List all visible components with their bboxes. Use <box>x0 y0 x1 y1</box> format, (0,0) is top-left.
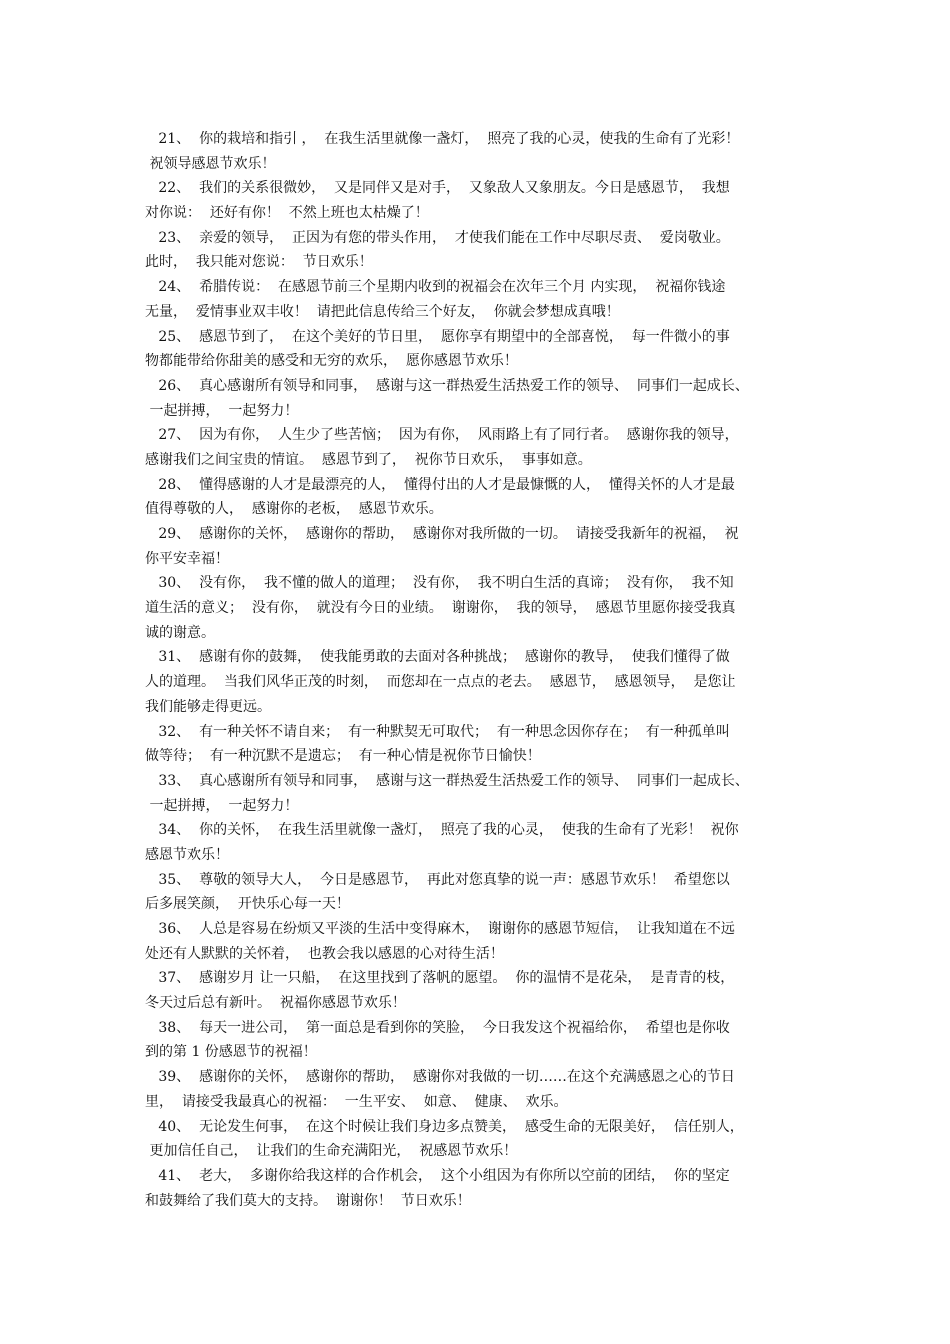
blessing-paragraph <box>145 226 815 275</box>
paragraph-line: 28、 懂得感谢的人才是最漂亮的人， 懂得付出的人才是最慷慨的人， 懂得关怀的人才是最 <box>145 476 735 493</box>
paragraph-line: 31、 感谢有你的鼓舞， 使我能勇敢的去面对各种挑战； 感谢你的教导， 使我们懂得了做 <box>145 649 730 666</box>
paragraph-line: 诚的谢意。 <box>145 624 215 641</box>
paragraph-line: 物都能带给你甜美的感受和无穷的欢乐， 愿你感恩节欢乐！ <box>145 353 518 370</box>
paragraph-line: 23、 亲爱的领导， 正因为有您的带头作用， 才使我们能在工作中尽职尽责、 爱岗敬业。 <box>145 229 730 246</box>
paragraph-line: 37、 感谢岁月 让一只船， 在这里找到了落帆的愿望。 你的温情不是花朵， 是青青的枝， <box>145 970 735 987</box>
paragraph-line: 感恩节欢乐！ <box>145 846 229 863</box>
blessing-paragraph <box>145 571 815 645</box>
paragraph-line: 到的第 1 份感恩节的祝福！ <box>145 1044 317 1061</box>
paragraph-line: 我们能够走得更远。 <box>145 698 271 715</box>
paragraph-line: 无量， 爱情事业双丰收！ 请把此信息传给三个好友， 你就会梦想成真哦！ <box>145 303 620 320</box>
paragraph-line: 祝领导感恩节欢乐！ <box>145 155 276 172</box>
blessing-paragraph <box>145 325 815 374</box>
blessing-paragraph <box>145 275 815 324</box>
blessing-paragraph <box>145 769 815 818</box>
paragraph-line: 26、 真心感谢所有领导和同事， 感谢与这一群热爱生活热爱工作的领导、 同事们一起成长、 <box>145 377 749 394</box>
blessing-paragraph <box>145 966 815 1015</box>
paragraph-line: 一起拼搏， 一起努力！ <box>145 797 299 814</box>
paragraph-line: 40、 无论发生何事， 在这个时候让我们身边多点赞美， 感受生命的无限美好， 信任别人， <box>145 1118 744 1135</box>
paragraph-line: 32、 有一种关怀不请自来； 有一种默契无可取代； 有一种思念因你存在； 有一种孤单叫 <box>145 723 730 740</box>
paragraph-line: 35、 尊敬的领导大人， 今日是感恩节， 再此对您真挚的说一声：感恩节欢乐！ 希望您以 <box>145 871 730 888</box>
blessing-paragraph <box>145 423 815 472</box>
paragraph-line: 21、 你的栽培和指引 ， 在我生活里就像一盏灯， 照亮了我的心灵，使我的生命有了光彩！ <box>145 131 740 147</box>
paragraph-line: 后多展笑颜， 开快乐心每一天！ <box>145 896 350 913</box>
paragraph-line: 30、 没有你， 我不懂的做人的道理； 没有你， 我不明白生活的真谛； 没有你， 我不知 <box>145 575 734 592</box>
paragraph-line: 24、 希腊传说： 在感恩节前三个星期内收到的祝福会在次年三个月 内实现， 祝福你钱途 <box>145 279 726 296</box>
blessing-paragraph <box>145 645 815 719</box>
blessing-paragraph <box>145 522 815 571</box>
paragraph-line: 27、 因为有你， 人生少了些苦恼； 因为有你， 风雨路上有了同行者。 感谢你我的领导， <box>145 427 739 444</box>
paragraph-line: 36、 人总是容易在纷烦又平淡的生活中变得麻木， 谢谢你的感恩节短信， 让我知道在不远 <box>145 921 735 937</box>
paragraph-line: 里， 请接受我最真心的祝福： 一生平安、 如意、 健康、 欢乐。 <box>145 1093 568 1110</box>
blessing-paragraph <box>145 1016 815 1065</box>
blessing-paragraph <box>145 917 815 966</box>
paragraph-line: 人的道理。 当我们风华正茂的时刻， 而您却在一点点的老去。 感恩节， 感恩领导， 是您让 <box>145 674 736 691</box>
paragraph-line: 38、 每天一进公司， 第一面总是看到你的笑脸， 今日我发这个祝福给你， 希望也是你收 <box>145 1019 730 1036</box>
blessing-paragraph <box>145 868 815 917</box>
blessing-paragraph <box>145 720 815 769</box>
blessing-paragraph <box>145 127 815 176</box>
paragraph-line: 34、 你的关怀， 在我生活里就像一盏灯， 照亮了我的心灵， 使我的生命有了光彩！ 祝你 <box>145 822 739 839</box>
paragraph-line: 对你说： 还好有你！ 不然上班也太枯燥了！ <box>145 205 429 222</box>
paragraph-line: 感谢我们之间宝贵的情谊。 感恩节到了， 祝你节日欢乐， 事事如意。 <box>145 451 592 468</box>
paragraph-line: 值得尊敬的人， 感谢你的老板， 感恩节欢乐。 <box>145 501 443 518</box>
paragraph-line: 33、 真心感谢所有领导和同事， 感谢与这一群热爱生活热爱工作的领导、 同事们一起成长、 <box>145 772 749 789</box>
blessing-paragraph <box>145 176 815 225</box>
blessing-paragraph <box>145 1115 815 1164</box>
paragraph-line: 处还有人默默的关怀着， 也教会我以感恩的心对待生活！ <box>145 945 504 962</box>
blessing-paragraph <box>145 818 815 867</box>
paragraph-line: 22、 我们的关系很微妙， 又是同伴又是对手， 又象敌人又象朋友。今日是感恩节， 我想 <box>145 180 730 197</box>
blessing-paragraph <box>145 374 815 423</box>
blessing-paragraph <box>145 1164 815 1213</box>
paragraph-line: 和鼓舞给了我们莫大的支持。 谢谢你！ 节日欢乐！ <box>145 1192 471 1209</box>
blessing-paragraph <box>145 1065 815 1114</box>
paragraph-line: 道生活的意义； 没有你， 就没有今日的业绩。 谢谢你， 我的领导， 感恩节里愿你接受我真 <box>145 600 736 617</box>
paragraph-line: 你平安幸福！ <box>145 550 229 567</box>
paragraph-line: 39、 感谢你的关怀， 感谢你的帮助， 感谢你对我做的一切……在这个充满感恩之心的节日 <box>145 1069 735 1086</box>
document-page <box>145 127 815 1213</box>
blessing-paragraph <box>145 473 815 522</box>
paragraph-line: 一起拼搏， 一起努力！ <box>145 402 299 419</box>
paragraph-line: 29、 感谢你的关怀， 感谢你的帮助， 感谢你对我所做的一切。 请接受我新年的祝福， 祝 <box>145 526 739 542</box>
paragraph-line: 25、 感恩节到了， 在这个美好的节日里， 愿你享有期望中的全部喜悦， 每一件微小的事 <box>145 328 730 345</box>
paragraph-line: 更加信任自己， 让我们的生命充满阳光， 祝感恩节欢乐！ <box>145 1143 518 1160</box>
paragraph-line: 41、 老大， 多谢你给我这样的合作机会， 这个小组因为有你所以空前的团结， 你的坚定 <box>145 1167 730 1184</box>
paragraph-line: 此时， 我只能对您说： 节日欢乐！ <box>145 254 373 271</box>
paragraph-line: 冬天过后总有新叶。 祝福你感恩节欢乐！ <box>145 995 406 1012</box>
paragraph-line: 做等待； 有一种沉默不是遗忘； 有一种心情是祝你节日愉快！ <box>145 748 541 765</box>
